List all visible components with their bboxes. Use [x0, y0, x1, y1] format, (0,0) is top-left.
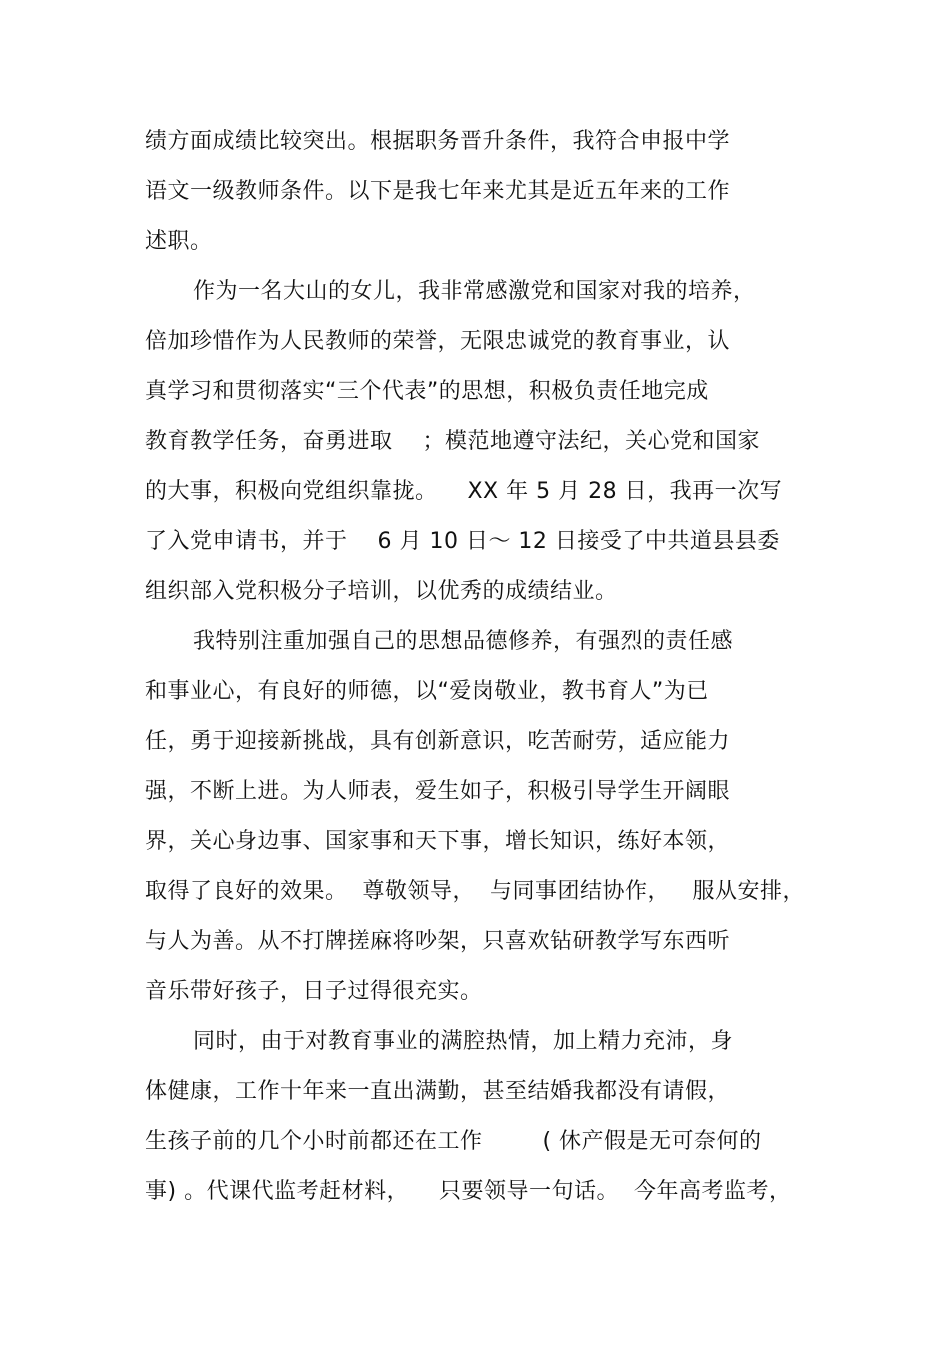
text-line: 音乐带好孩子，日子过得很充实。: [145, 979, 483, 1004]
text-line: 生孩子前的几个小时前都还在工作 ( 休产假是无可奈何的: [145, 1129, 762, 1154]
text-line: 体健康，工作十年来一直出满勤，甚至结婚我都没有请假，: [145, 1079, 731, 1104]
paragraph-start-line: 同时，由于对教育事业的满腔热情，加上精力充沛，身: [193, 1029, 734, 1054]
text-line: 事) 。代课代监考赶材料， 只要领导一句话。 今年高考监考，: [145, 1179, 792, 1204]
text-line: 任，勇于迎接新挑战，具有创新意识，吃苦耐劳，适应能力: [145, 729, 731, 754]
text-line: 组织部入党积极分子培训，以优秀的成绩结业。: [145, 579, 618, 604]
text-line: 了入党申请书，并于 6 月 10 日～ 12 日接受了中共道县县委: [145, 529, 780, 554]
text-line: 绩方面成绩比较突出。根据职务晋升条件，我符合申报中学: [145, 129, 731, 154]
paragraph-start-line: 作为一名大山的女儿，我非常感激党和国家对我的培养，: [193, 279, 756, 304]
text-line: 和事业心，有良好的师德，以“爱岗敬业，教书育人”为已: [145, 679, 709, 704]
text-line: 的大事，积极向党组织靠拢。 XX 年 5 月 28 日，我再一次写: [145, 479, 783, 504]
text-line: 界，关心身边事、国家事和天下事，增长知识，练好本领，: [145, 829, 731, 854]
text-line: 取得了良好的效果。 尊敬领导， 与同事团结协作， 服从安排，: [145, 879, 805, 904]
text-line: 述职。: [145, 229, 213, 254]
text-line: 语文一级教师条件。以下是我七年来尤其是近五年来的工作: [145, 179, 731, 204]
text-line: 倍加珍惜作为人民教师的荣誉，无限忠诚党的教育事业，认: [145, 329, 731, 354]
text-line: 真学习和贯彻落实“三个代表”的思想，积极负责任地完成: [145, 379, 709, 404]
text-line: 与人为善。从不打牌搓麻将吵架，只喜欢钻研教学写东西听: [145, 929, 731, 954]
paragraph-start-line: 我特别注重加强自己的思想品德修养，有强烈的责任感: [193, 629, 734, 654]
text-line: 教育教学任务，奋勇进取 ；模范地遵守法纪，关心党和国家: [145, 429, 760, 454]
text-line: 强，不断上进。为人师表，爱生如子，积极引导学生开阔眼: [145, 779, 731, 804]
